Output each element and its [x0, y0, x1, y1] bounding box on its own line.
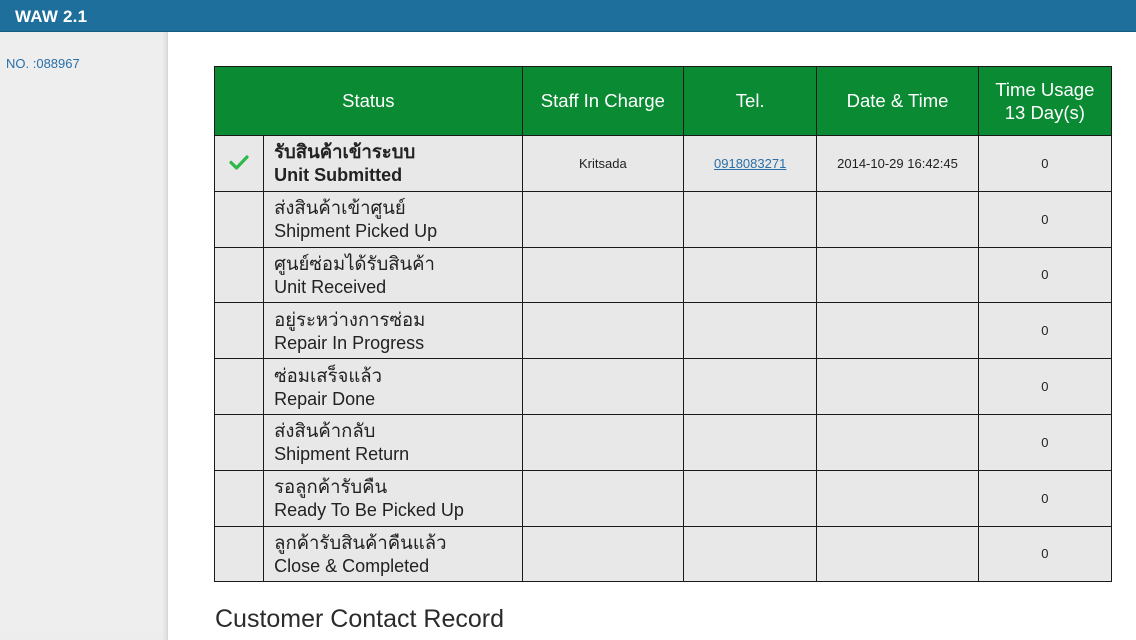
header-status: Status	[215, 67, 523, 136]
datetime-cell	[817, 191, 978, 247]
status-english: Repair Done	[274, 388, 376, 409]
status-english: Close & Completed	[274, 555, 430, 576]
header-time-usage-days: 13 Day(s)	[1004, 102, 1085, 123]
table-row	[215, 526, 1112, 582]
sidebar	[0, 32, 168, 640]
top-bar	[0, 0, 1136, 32]
table-header-row	[215, 67, 1112, 136]
datetime-cell	[817, 303, 978, 359]
usage-cell: 0	[978, 359, 1111, 415]
tel-cell	[684, 303, 817, 359]
table-row	[215, 247, 1112, 303]
main-content	[170, 32, 1136, 640]
staff-cell	[522, 191, 683, 247]
tel-cell	[684, 526, 817, 582]
status-cell	[264, 414, 523, 470]
staff-cell	[522, 414, 683, 470]
check-icon	[229, 154, 249, 170]
check-cell	[215, 247, 264, 303]
staff-cell	[522, 359, 683, 415]
table-row	[215, 303, 1112, 359]
usage-cell: 0	[978, 247, 1111, 303]
tel-cell	[684, 414, 817, 470]
tel-link[interactable]: 0918083271	[714, 155, 787, 171]
tel-cell	[684, 359, 817, 415]
table-row	[215, 359, 1112, 415]
check-cell	[215, 470, 264, 526]
staff-cell	[522, 303, 683, 359]
datetime-cell	[817, 359, 978, 415]
usage-cell: 0	[978, 136, 1111, 192]
status-rows	[215, 136, 1112, 582]
tel-cell	[684, 136, 817, 192]
repair-status-table	[214, 66, 1112, 582]
status-cell	[264, 359, 523, 415]
status-cell	[264, 303, 523, 359]
usage-cell: 0	[978, 303, 1111, 359]
status-thai: ซ่อมเสร็จแล้ว	[274, 364, 383, 386]
status-english: Ready To Be Picked Up	[274, 500, 464, 521]
status-thai: ส่งสินค้ากลับ	[274, 420, 376, 442]
datetime-cell	[817, 247, 978, 303]
table-row	[215, 191, 1112, 247]
status-cell	[264, 526, 523, 582]
check-cell	[215, 303, 264, 359]
tel-cell	[684, 191, 817, 247]
header-time-usage-label: Time Usage	[995, 78, 1095, 100]
status-thai: รับสินค้าเข้าระบบ	[274, 141, 416, 163]
datetime-cell: 2014-10-29 16:42:45	[817, 136, 978, 192]
check-cell	[215, 359, 264, 415]
check-cell	[215, 191, 264, 247]
usage-cell: 0	[978, 526, 1111, 582]
status-english: Shipment Return	[274, 444, 410, 465]
check-cell	[215, 136, 264, 192]
datetime-cell	[817, 526, 978, 582]
status-cell	[264, 136, 523, 192]
staff-cell: Kritsada	[522, 136, 683, 192]
status-english: Repair In Progress	[274, 332, 425, 353]
order-number[interactable]: NO. :088967	[6, 56, 80, 71]
usage-cell: 0	[978, 191, 1111, 247]
staff-cell	[522, 470, 683, 526]
status-english: Unit Submitted	[274, 165, 403, 186]
staff-cell	[522, 247, 683, 303]
check-cell	[215, 414, 264, 470]
datetime-cell	[817, 470, 978, 526]
header-time-usage	[978, 67, 1111, 136]
status-thai: ศูนย์ซ่อมได้รับสินค้า	[274, 252, 435, 274]
status-thai: ส่งสินค้าเข้าศูนย์	[274, 197, 406, 219]
status-english: Unit Received	[274, 276, 387, 297]
status-cell	[264, 247, 523, 303]
status-english: Shipment Picked Up	[274, 221, 438, 242]
status-cell	[264, 191, 523, 247]
datetime-cell	[817, 414, 978, 470]
header-tel: Tel.	[684, 67, 817, 136]
table-row	[215, 414, 1112, 470]
customer-contact-record-title: Customer Contact Record	[215, 605, 505, 633]
status-thai: อยู่ระหว่างการซ่อม	[274, 308, 426, 330]
app-title: WAW 2.1	[15, 7, 88, 26]
header-staff: Staff In Charge	[522, 67, 683, 136]
status-thai: ลูกค้ารับสินค้าคืนแล้ว	[274, 531, 447, 553]
header-datetime: Date & Time	[817, 67, 978, 136]
status-cell	[264, 470, 523, 526]
usage-cell: 0	[978, 470, 1111, 526]
check-cell	[215, 526, 264, 582]
usage-cell: 0	[978, 414, 1111, 470]
tel-cell	[684, 470, 817, 526]
tel-cell	[684, 247, 817, 303]
status-thai: รอลูกค้ารับคืน	[274, 476, 388, 498]
staff-cell	[522, 526, 683, 582]
table-row	[215, 136, 1112, 192]
table-row	[215, 470, 1112, 526]
